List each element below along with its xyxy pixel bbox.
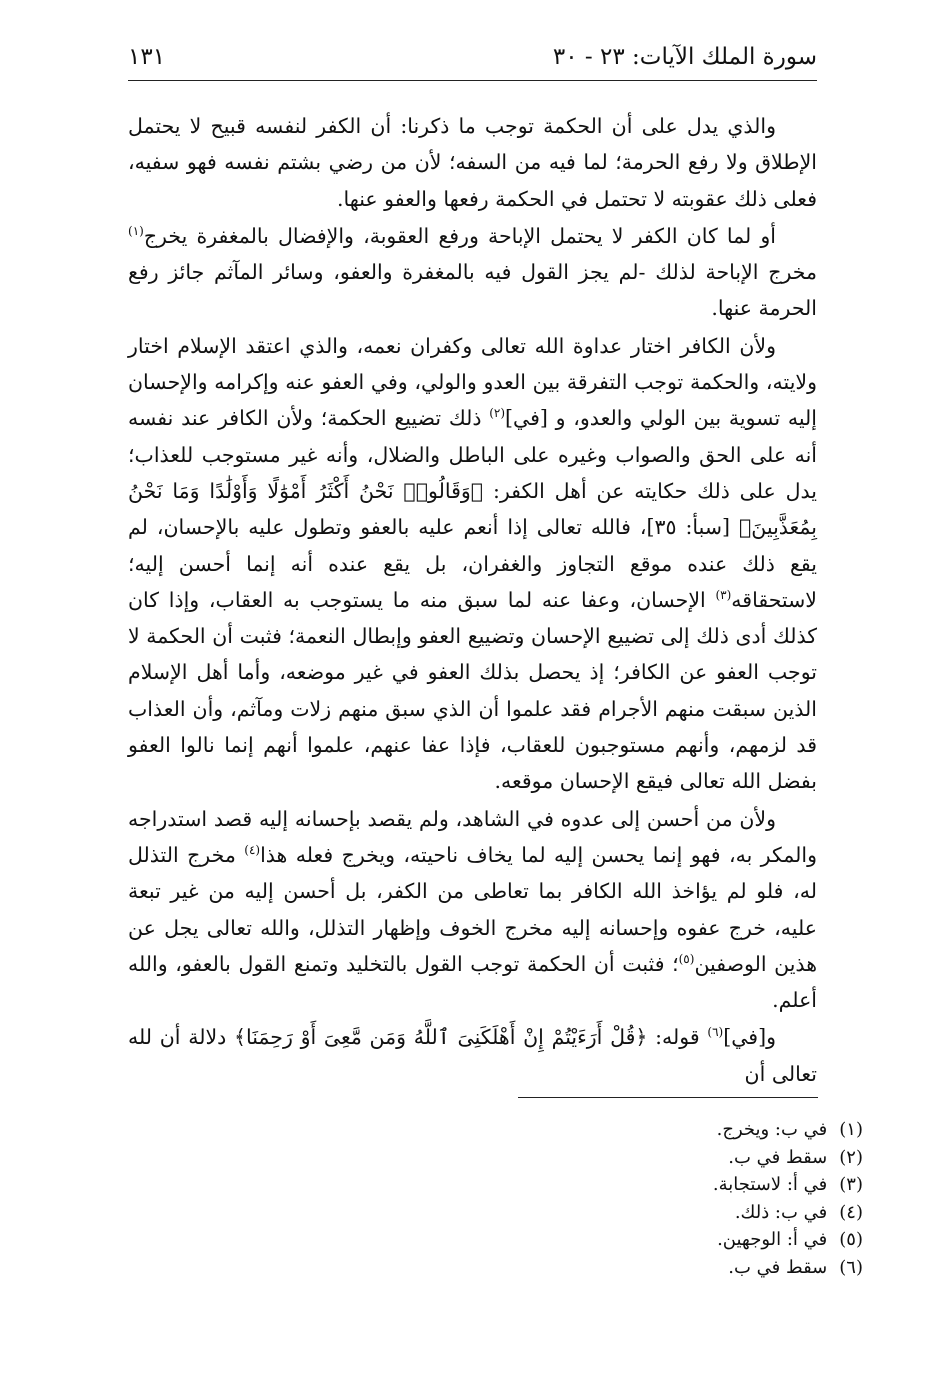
footnote-number: (٢) (839, 1146, 863, 1168)
running-header (128, 36, 817, 81)
footnote-ref: (٤) (244, 843, 261, 858)
surah-title: سورة الملك الآيات: ٢٣ - ٣٠ (552, 44, 817, 70)
footnote-text: سقط في ب. (728, 1256, 828, 1278)
footnote-number: (٣) (839, 1174, 863, 1195)
footnote (713, 1199, 863, 1227)
footnote-ref: (١) (128, 224, 144, 239)
footnote-number: (١) (839, 1119, 863, 1140)
footnote-ref: (٥) (678, 952, 695, 966)
footnote-ref: (٣) (715, 588, 732, 603)
paragraph-5: و[في]$^{(٦)}$ قوله: ﴿قُلْ أَرَءَيْتُمْ إِنْ أَهْلَكَنِىَ ٱللَّهُ وَمَن مَّعِىَ أَوْ رَحِمَنَا﴾ دلالة أن لله تعالى أن (128, 1025, 817, 1086)
footnote-number: (٤) (839, 1201, 863, 1223)
footnote (713, 1144, 863, 1172)
footnote (713, 1116, 863, 1144)
paragraph-2: أو لما كان الكفر لا يحتمل الإباحة ورفع العقوبة، والإفضال بالمغفرة يخرج$^{(١)}$ مخرج الإباحة لذلك -لم يجز القول فيه بالمغفرة والعفو، وسائر المآثم جائز رفع الحرمة عنها. (128, 223, 817, 321)
footnote (713, 1171, 863, 1199)
footnotes (713, 1116, 863, 1281)
footnote-text: في أ: الوجهين. (717, 1229, 828, 1250)
main-text (128, 108, 817, 1092)
footnote-separator (518, 1097, 818, 1098)
footnote (713, 1226, 863, 1254)
footnote-text: في ب: ذلك. (734, 1201, 828, 1223)
footnote-number: (٥) (839, 1229, 863, 1250)
footnote-number: (٦) (839, 1256, 863, 1278)
footnote (713, 1254, 863, 1282)
paragraph-3: ولأن الكافر اختار عداوة الله تعالى وكفران نعمه، والذي اعتقد الإسلام اختار ولايته، والحكمة توجب التفرقة بين العدو والولي، وفي العفو عنه وإكرامه والإحسان إليه تسوية بين الولي والعدو، و [في]$^{(٢)}$ ذلك تضييع الحكمة؛ ولأن الكافر عند نفسه أنه على الحق والصواب وغيره على الباطل والضلال، وأنه غير مستوجب للعذاب؛ يدل على ذلك حكايته عن أهل الكفر: ﴿وَقَالُوا۟ نَحْنُ أَكْثَرُ أَمْوَٰلًا وَأَوْلَٰدًا وَمَا نَحْنُ بِمُعَذَّبِينَ﴾ [سبأ: ٣٥]، فالله تعالى إذا أنعم عليه بالعفو وتطول عليه بالإحسان، لم يقع ذلك عنده موقع التجاوز والغفران، بل يقع عنده أنه إنما أحسن إليه؛ لاستحقاقه$^{(٣)}$ الإحسان، وعفا عنه لما سبق منه ما يستوجب به العقاب، وإذا كان كذلك أدى ذلك إلى تضييع الإحسان وتضييع العفو وإبطال النعمة؛ فثبت أن الحكمة لا توجب العفو عن الكافر؛ إذ يحصل بذلك العفو في غير موضعه، وأما أهل الإسلام الذين سبقت منهم الأجرام فقد علموا أن الذي سبق منهم زلات ومآثم، وأن العذاب قد لزمهم، وأنهم مستوجبون للعقاب، فإذا عفا عنهم، علموا أنهم إنما نالوا العفو بفضل الله تعالى فيقع الإحسان موقعه. (128, 333, 817, 794)
paragraph-4: ولأن من أحسن إلى عدوه في الشاهد، ولم يقصد بإحسانه إليه قصد استدراجه والمكر به، فهو إنما يحسن إليه لما يخاف ناحيته، ويخرج فعله هذا$^{(٤)}$ مخرج التذلل له، فلو لم يؤاخذ الله الكافر بما تعاطى من الكفر، بل أحسن إليه من غير تبعة عليه، خرج عفوه وإحسانه إليه مخرج الخوف وإظهار التذلل، والله تعالى يجل عن هذين الوصفين$^{(٥)}$؛ فثبت أن الحكمة توجب القول بالتخليد وتمنع القول بالعفو، والله أعلم. (128, 806, 818, 1013)
footnote-text: سقط في ب. (728, 1146, 828, 1168)
footnote-ref: (٢) (489, 406, 506, 421)
footnote-text: في ب: ويخرج. (716, 1119, 828, 1140)
paragraph-1: والذي يدل على أن الحكمة توجب ما ذكرنا: أن الكفر لنفسه قبيح لا يحتمل الإطلاق ولا رفع الحرمة؛ لما فيه من السفه؛ لأن من رضي بشتم نفسه فهو سفيه، فعلى ذلك عقوبته لا تحتمل في الحكمة رفعها والعفو عنها. (128, 114, 817, 211)
footnote-ref: (٦) (707, 1025, 724, 1040)
footnote-text: في أ: لاستجابة. (712, 1174, 828, 1195)
page-number: ١٣١ (128, 44, 166, 70)
